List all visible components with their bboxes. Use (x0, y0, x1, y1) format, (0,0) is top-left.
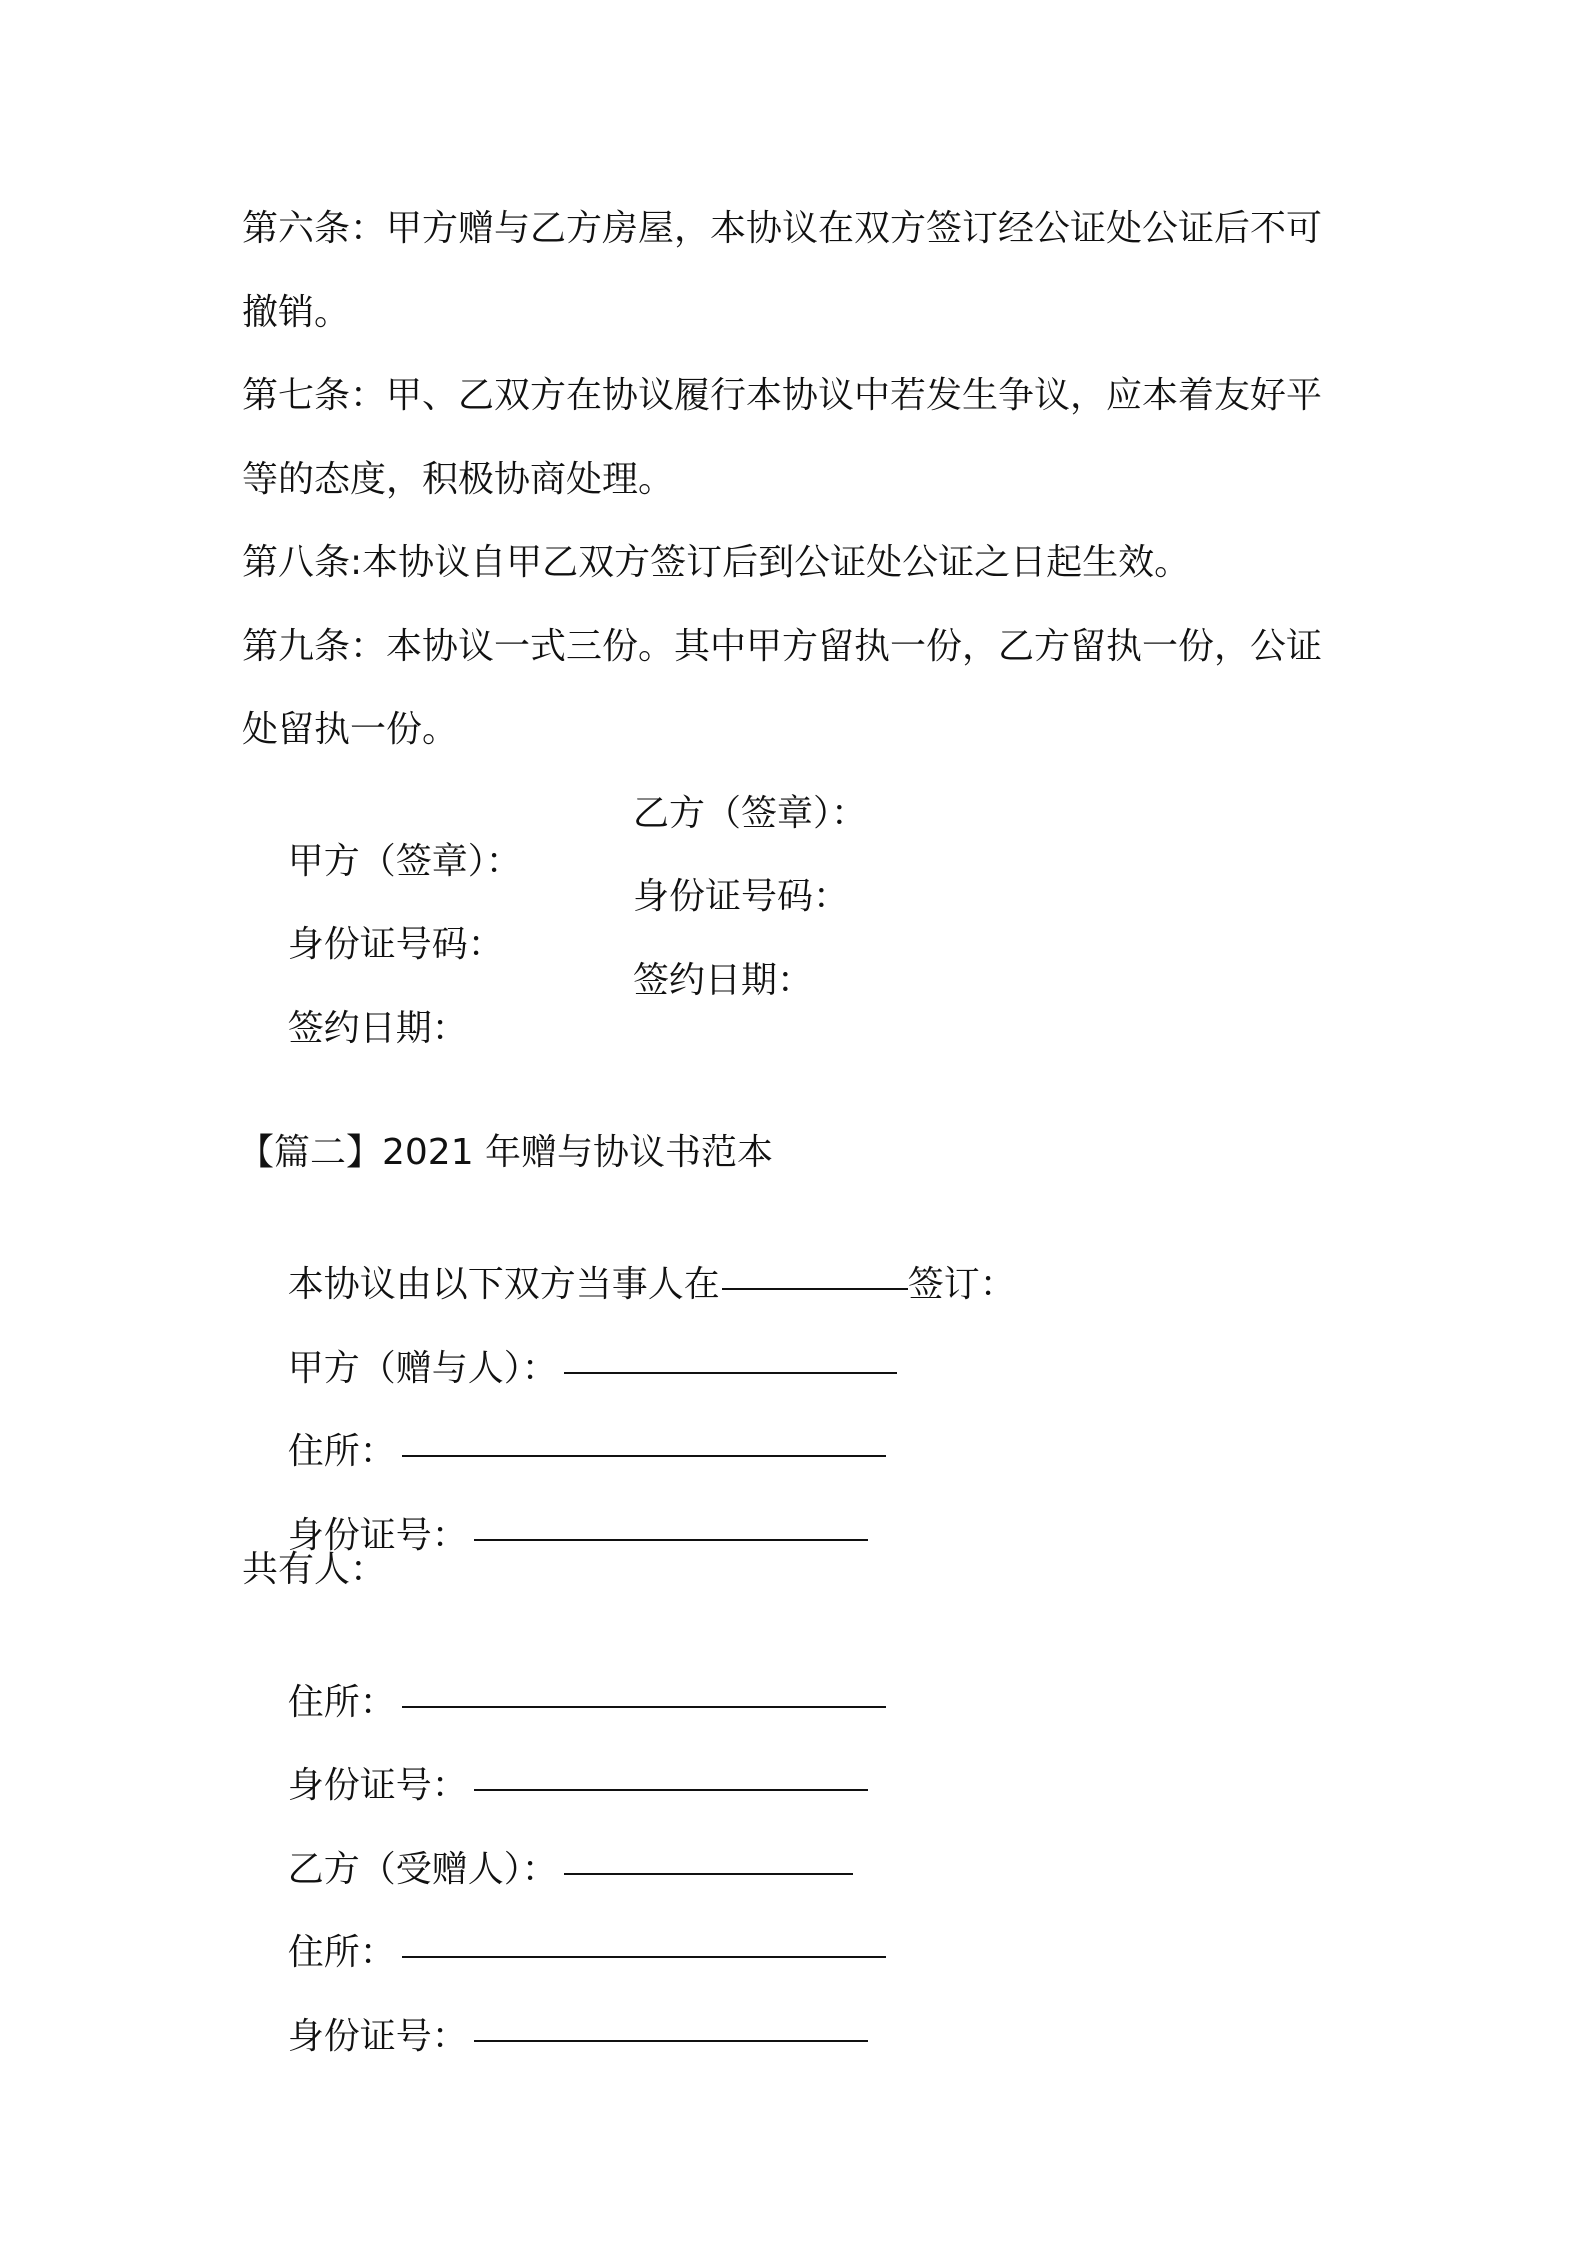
party-b-id-row (242, 1964, 1362, 2109)
party-a-address-label: 住所： (287, 1431, 396, 1472)
section-2-title: 【篇二】2021 年赠与协议书范本 (238, 1132, 774, 1173)
co-owner-id-label: 身份证号： (287, 1765, 468, 1806)
article-6-line-2: 撤销。 (242, 292, 351, 333)
article-9-line-1: 第九条：本协议一式三份。其中甲方留执一份，乙方留执一份，公证 (242, 626, 1323, 667)
party-b-address-blank[interactable] (402, 1922, 886, 1958)
intro-suffix: 签订： (907, 1264, 1016, 1305)
party-a-id-blank[interactable] (474, 1505, 868, 1541)
article-7-line-2: 等的态度，积极协商处理。 (242, 459, 675, 500)
party-b-id-label: 身份证号码： (633, 876, 850, 917)
article-9-line-2: 处留执一份。 (242, 709, 459, 750)
party-a-date-label: 签约日期： (287, 1008, 468, 1049)
party-a-id-label: 身份证号码： (287, 924, 504, 965)
party-b-date-label: 签约日期： (633, 960, 814, 1001)
article-6-line-1: 第六条：甲方赠与乙方房屋，本协议在双方签订经公证处公证后不可 (242, 208, 1323, 249)
party-b-address-label: 住所： (287, 1932, 396, 1973)
sign-date-row (242, 957, 1362, 1149)
intro-prefix: 本协议由以下双方当事人在 (287, 1264, 720, 1305)
party-b-id-blank[interactable] (474, 2006, 868, 2042)
party-b-label: 乙方（受赠人）： (287, 1849, 558, 1890)
party-b-blank[interactable] (564, 1839, 853, 1875)
party-a-blank[interactable] (564, 1338, 897, 1374)
party-a-id-number-label: 身份证号： (287, 1515, 468, 1556)
co-owner-address-blank[interactable] (402, 1672, 886, 1708)
party-b-signature-label: 乙方（签章）： (633, 793, 868, 834)
co-owner-address-label: 住所： (287, 1682, 396, 1723)
article-8-line-1: 第八条:本协议自甲乙双方签订后到公证处公证之日起生效。 (242, 542, 1191, 583)
article-7-line-1: 第七条：甲、乙双方在协议履行本协议中若发生争议，应本着友好平 (242, 375, 1323, 416)
party-b-id-label: 身份证号： (287, 2016, 468, 2057)
party-a-label: 甲方（赠与人）： (287, 1348, 558, 1389)
co-owner-id-blank[interactable] (474, 1755, 868, 1791)
party-a-signature-label: 甲方（签章）： (287, 841, 522, 882)
place-blank[interactable] (722, 1254, 908, 1290)
party-a-address-blank[interactable] (402, 1421, 886, 1457)
co-owner-label: 共有人： (242, 1549, 387, 1590)
